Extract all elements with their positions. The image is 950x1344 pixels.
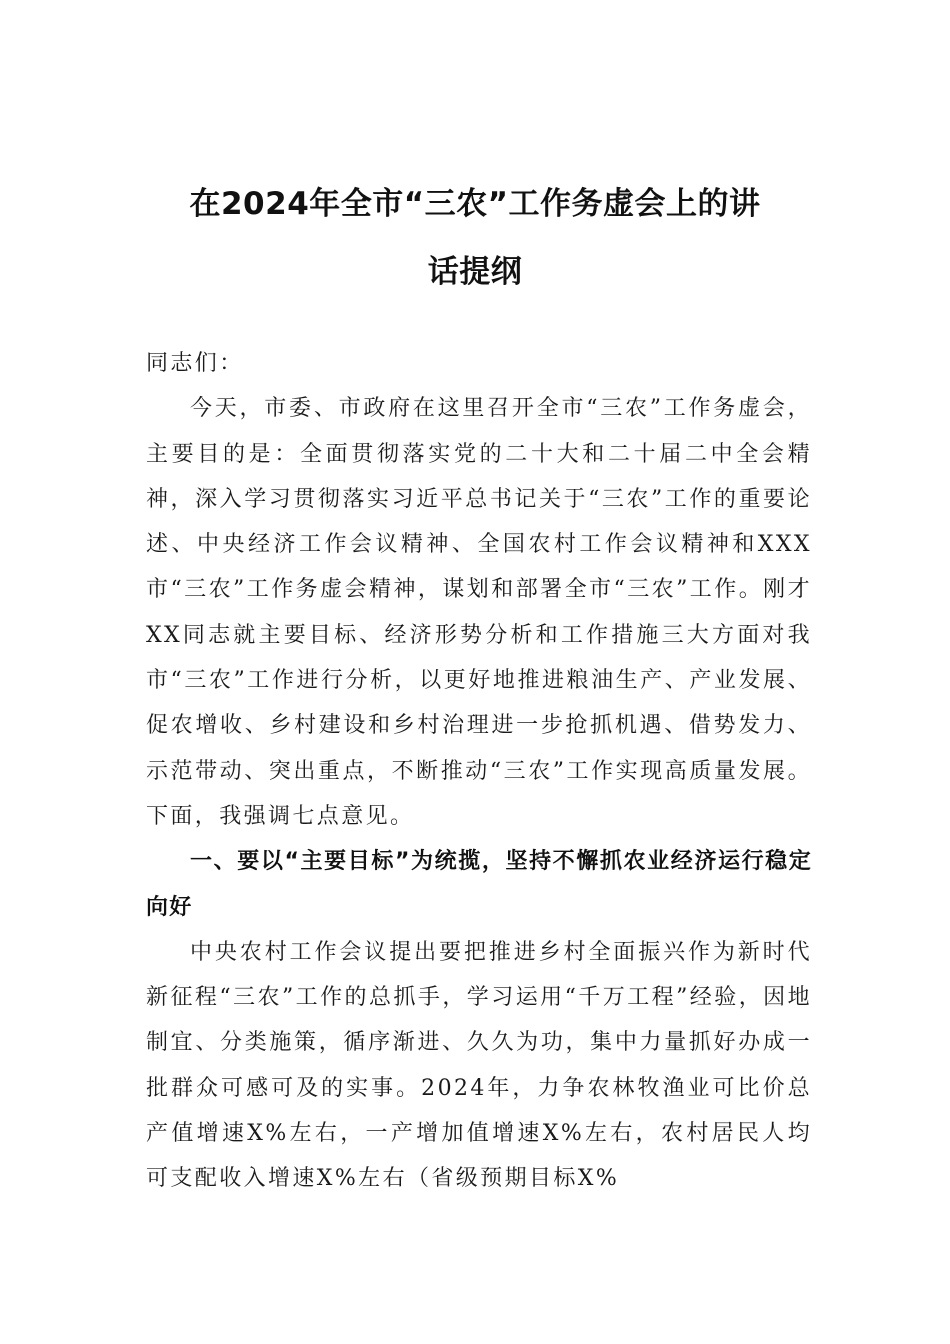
intro-paragraph: 今天，市委、市政府在这里召开全市“三农”工作务虚会，主要目的是：全面贯彻落实党的二十大和二十届二中全会精神，深入学习贯彻落实习近平总书记关于“三农”工作的重要论述、中央经济工作会议精神、全国农村工作会议精神和XXX市“三农”工作务虚会精神，谋划和部署全市“三农”工作。刚才XX同志就主要目标、经济形势分析和工作措施三大方面对我市“三农”工作进行分析，以更好地推进粮油生产、产业发展、促农增收、乡村建设和乡村治理进一步抢抓机遇、借势发力、示范带动、突出重点，不断推动“三农”工作实现高质量发展。下面，我强调七点意见。 (146, 396, 812, 829)
section-1-paragraph: 中央农村工作会议提出要把推进乡村全面振兴作为新时代新征程“三农”工作的总抓手，学习运用“千万工程”经验，因地制宜、分类施策，循序渐进、久久为功，集中力量抓好办成一批群众可感可及的实事。2024年，力争农林牧渔业可比价总产值增速X%左右，一产增加值增速X%左右，农村居民人均可支配收入增速X%左右（省级预期目标X% (146, 939, 812, 1192)
document-body (146, 341, 812, 1202)
section-1-heading: 一、要以“主要目标”为统揽，坚持不懈抓农业经济运行稳定向好 (146, 849, 812, 920)
document-title-line-2: 话提纲 (427, 254, 523, 290)
salutation: 同志们： (146, 351, 244, 376)
document-title-line-1: 在2024年全市“三农”工作务虚会上的讲 (189, 186, 761, 222)
